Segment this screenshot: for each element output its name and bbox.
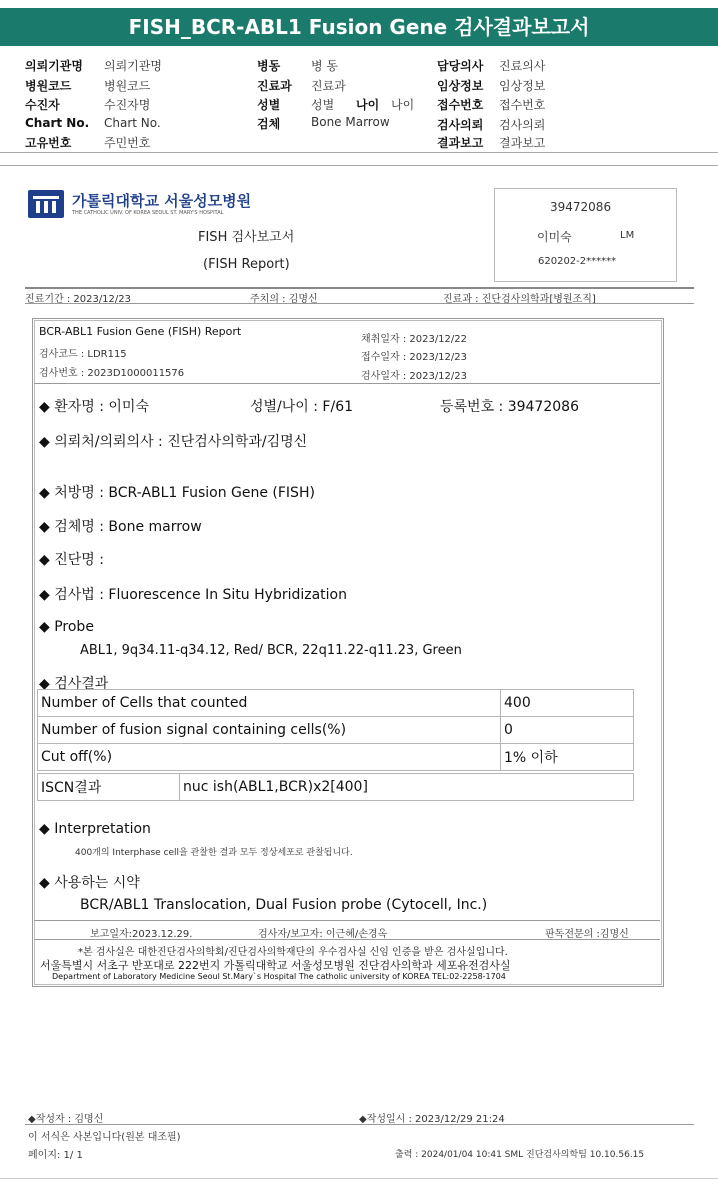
interpretation-title: ◆ Interpretation <box>39 821 151 837</box>
header-label-age: 나이 <box>356 98 380 112</box>
report-title-en: (FISH Report) <box>203 257 290 272</box>
result-label: Number of Cells that counted <box>38 690 501 717</box>
receive-date: 접수일자 : 2023/12/23 <box>361 352 468 363</box>
visit-doctor: 주치의 : 김명신 <box>250 294 318 305</box>
header-label-clinical-info: 임상정보 <box>437 79 484 93</box>
reagent-title: ◆ 사용하는 시약 <box>39 875 140 891</box>
header-value-doctor: 진료의사 <box>499 59 546 73</box>
header-value-hospital-code: 병원코드 <box>104 79 151 93</box>
reagent-text: BCR/ABL1 Translocation, Dual Fusion probe (Cytocell, Inc.) <box>80 897 488 913</box>
header-label-ward: 병동 <box>257 59 281 73</box>
lab-address: 서울특별시 서초구 반포대로 222번지 가톨릭대학교 서울성모병원 진단검사의학과 세포유전검사실 <box>40 959 511 972</box>
written-at: ◆작성일시 : 2023/12/29 21:24 <box>359 1114 505 1125</box>
table-row <box>38 774 634 801</box>
report-banner-title: FISH_BCR-ABL1 Fusion Gene 검사결과보고서 <box>0 8 718 46</box>
result-value: 400 <box>501 690 634 717</box>
result-value: 0 <box>501 717 634 744</box>
table-row <box>38 717 634 744</box>
page-bottom-divider <box>0 1178 718 1179</box>
header-label-unique-no: 고유번호 <box>25 136 72 150</box>
header-label-result-report: 결과보고 <box>437 136 484 150</box>
header-label-specimen: 검체 <box>257 117 281 131</box>
report-footer-divider-2 <box>34 939 660 940</box>
header-value-institution: 의뢰기관명 <box>104 59 162 73</box>
iscn-table <box>37 773 634 801</box>
patient-box-ward: LM <box>620 230 635 241</box>
result-value: 1% 이하 <box>501 744 634 771</box>
writer: ◆작성자 : 김명신 <box>28 1114 104 1125</box>
visit-date: 진료기간 : 2023/12/23 <box>25 294 132 305</box>
footer-divider <box>25 1124 694 1125</box>
result-table <box>37 689 634 771</box>
requester: ◆ 의뢰처/의뢰의사 : 진단검사의학과/김명신 <box>39 434 308 450</box>
patient-box-name: 이미숙 <box>537 230 572 244</box>
header-divider <box>0 152 718 153</box>
interpretation-text: 400개의 Interphase cell을 관찰한 결과 모두 정상세포로 관찰됩니다. <box>75 848 353 858</box>
header-label-department: 진료과 <box>257 79 292 93</box>
header-divider-2 <box>0 165 718 166</box>
test-date: 검사일자 : 2023/12/23 <box>361 371 468 382</box>
header-value-receipt-no: 접수번호 <box>499 98 546 112</box>
report-subtitle: BCR-ABL1 Fusion Gene (FISH) Report <box>39 325 242 338</box>
diagnosis: ◆ 진단명 : <box>39 552 104 568</box>
patient-name: ◆ 환자명 : 이미숙 <box>39 399 149 415</box>
visit-line-bottom <box>25 303 694 304</box>
print-info: 출력 : 2024/01/04 10:41 SML 진단검사의학팀 10.10.56.15 <box>395 1150 645 1160</box>
table-row <box>38 744 634 771</box>
header-value-request: 검사의뢰 <box>499 118 546 132</box>
header-value-unique-no: 주민번호 <box>104 136 151 150</box>
header-label-sex: 성별 <box>257 98 281 112</box>
certification-note: *본 검사실은 대한진단검사의학회/진단검사의학재단의 우수검사실 신임 인증을 받은 검사실입니다. <box>78 947 508 958</box>
prescription: ◆ 처방명 : BCR-ABL1 Fusion Gene (FISH) <box>39 485 315 501</box>
specialist: 판독전문의 :김명신 <box>545 929 629 940</box>
header-value-chart-no: Chart No. <box>104 116 161 130</box>
test-number: 검사번호 : 2023D1000011576 <box>39 368 185 379</box>
iscn-value: nuc ish(ABL1,BCR)x2[400] <box>180 774 634 801</box>
result-label: Number of fusion signal containing cells(%) <box>38 717 501 744</box>
test-code: 검사코드 : LDR115 <box>39 349 127 360</box>
header-value-department: 진료과 <box>311 79 346 93</box>
hospital-logo-icon <box>28 190 64 218</box>
header-value-ward: 병 동 <box>311 59 338 73</box>
reporters: 검사자/보고자: 이근혜/손경옥 <box>258 929 388 940</box>
probe-title: ◆ Probe <box>39 619 94 635</box>
report-date: 보고일자:2023.12.29. <box>90 929 193 940</box>
header-value-result-report: 결과보고 <box>499 136 546 150</box>
table-row <box>38 690 634 717</box>
header-label-patient: 수진자 <box>25 98 60 112</box>
patient-box-id-no: 620202-2****** <box>538 256 617 267</box>
probe-text: ABL1, 9q34.11-q34.12, Red/ BCR, 22q11.22-q11.23, Green <box>80 643 462 658</box>
header-label-chart-no: Chart No. <box>25 116 90 130</box>
header-value-sex: 성별 <box>311 98 335 112</box>
header-label-hospital-code: 병원코드 <box>25 79 72 93</box>
hospital-name-en: THE CATHOLIC UNIV. OF KOREA SEOUL ST. MARY'S HOSPITAL <box>72 210 224 216</box>
result-label: Cut off(%) <box>38 744 501 771</box>
test-method: ◆ 검사법 : Fluorescence In Situ Hybridization <box>39 587 347 603</box>
header-value-patient: 수진자명 <box>104 98 151 112</box>
result-title: ◆ 검사결과 <box>39 676 109 692</box>
header-label-receipt-no: 접수번호 <box>437 98 484 112</box>
header-value-age: 나이 <box>391 98 415 112</box>
header-value-specimen: Bone Marrow <box>311 115 390 129</box>
iscn-label: ISCN결과 <box>38 774 180 801</box>
visit-department: 진료과 : 진단검사의학과[병원조직] <box>443 294 596 305</box>
header-value-clinical-info: 임상정보 <box>499 79 546 93</box>
lab-address-en: Department of Laboratory Medicine Seoul St.Mary`s Hospital The catholic university of KOREA TEL:02-2258-1704 <box>52 972 506 981</box>
patient-box-reg-no: 39472086 <box>550 200 612 214</box>
specimen: ◆ 검체명 : Bone marrow <box>39 519 202 535</box>
header-label-doctor: 담당의사 <box>437 59 484 73</box>
report-footer-divider <box>34 920 660 921</box>
header-label-request: 검사의뢰 <box>437 118 484 132</box>
header-label-institution: 의뢰기관명 <box>25 59 83 73</box>
patient-sex-age: 성별/나이 : F/61 <box>250 399 354 415</box>
hospital-name: 가톨릭대학교 서울성모병원 <box>72 192 252 210</box>
visit-line-top <box>25 287 694 289</box>
report-title: FISH 검사보고서 <box>198 230 295 245</box>
report-header-divider <box>34 383 660 384</box>
page-number: 페이지: 1/ 1 <box>28 1150 83 1161</box>
copy-note: 이 서식은 사본입니다(원본 대조필) <box>28 1132 181 1143</box>
patient-reg-no: 등록번호 : 39472086 <box>440 399 579 415</box>
collect-date: 채취일자 : 2023/12/22 <box>361 334 468 345</box>
